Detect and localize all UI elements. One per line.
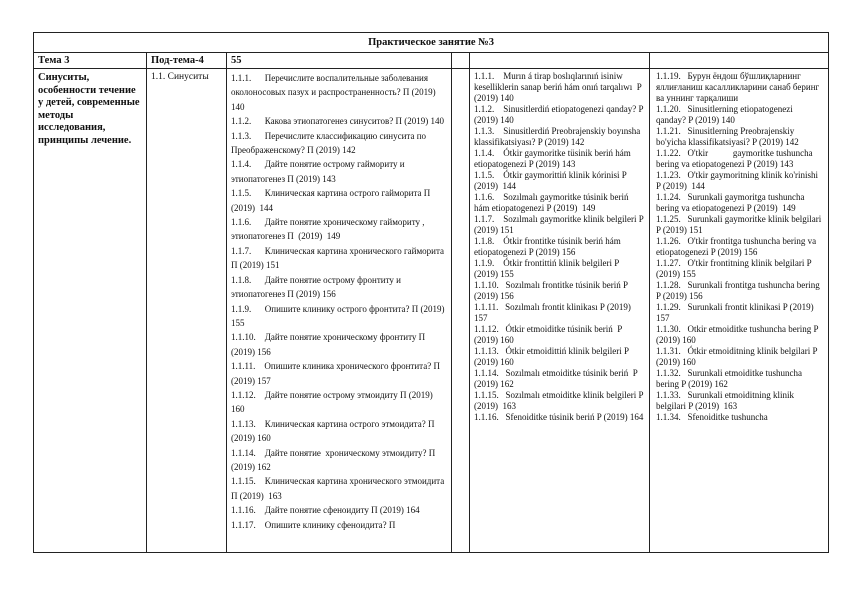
question-item: 1.1.12. Дайте понятие острому этмоидиту П (2019) 160	[231, 389, 435, 415]
question-item: 1.1.19. Бурун ёндош бўшлиқларнинг яллиғланиш касалликларини санаб беринг ва уннинг тарқалиши	[656, 71, 822, 103]
question-item: 1.1.10. Дайте понятие хроническому фронтиту П (2019) 156	[231, 332, 428, 357]
question-item: 1.1.1. Murın á tirap boslıqlarınıń isiniw keselliklerin sanap beriń hám onıń tarqalıwı P (2019) 140	[474, 71, 644, 103]
question-item: 1.1.23. O'tkir gaymoritning klinik ko'rinishi P (2019) 144	[656, 170, 821, 191]
question-item: 1.1.30. Otkir etmoiditke tushuncha bering P (2019) 160	[656, 324, 821, 345]
question-item: 1.1.2. Какова этиопатогенез синуситов? П (2019) 140	[231, 116, 444, 127]
subtopic-header: Под-тема-4	[147, 53, 227, 69]
question-item: 1.1.13. Клиническая картина острого этмоидита? П (2019) 160	[231, 418, 437, 444]
question-item: 1.1.1. Перечислите воспалительные заболевания околоносовых пазух и распространенность? П (2019) 140	[231, 73, 438, 112]
question-item: 1.1.13. Ótkir etmoidittiń klinik belgileri P (2019) 160	[474, 346, 631, 367]
question-item: 1.1.6. Дайте понятие хроническому гаймориту , этиопатогенез П (2019) 149	[231, 217, 427, 242]
question-item: 1.1.10. Sozılmalı frontitke túsinik beriń P (2019) 156	[474, 280, 630, 301]
question-item: 1.1.16. Дайте понятие сфеноидиту П (2019) 164	[231, 505, 420, 516]
empty-header-cell	[452, 53, 470, 69]
lesson-plan-table	[33, 32, 829, 553]
topic-text: Синуситы, особенности течение у детей, современные методы исследования, принципы лечение.	[38, 72, 140, 146]
questions-uzbek-cell	[650, 69, 829, 553]
question-item: 1.1.5. Клиническая картина острого гайморита П (2019) 144	[231, 188, 433, 213]
question-item: 1.1.3. Перечислите классификацию синусита по Преображенскому? П (2019) 142	[231, 130, 429, 156]
question-item: 1.1.3. Sinusitlerdiń Preobrajenskiy boyınsha klassifikatsiyası? P (2019) 142	[474, 126, 643, 147]
question-item: 1.1.14. Дайте понятие хроническому этмоидиту? П (2019) 162	[231, 447, 438, 472]
question-item: 1.1.26. O'tkir frontitga tushuncha bering va etiopatogenezi P (2019) 156	[656, 236, 819, 257]
question-item: 1.1.12. Ótkir etmoiditke túsinik beriń P (2019) 160	[474, 324, 625, 345]
question-item: 1.1.2. Sinusitlerdiń etiopatogenezi qanday? P (2019) 140	[474, 104, 646, 125]
question-item: 1.1.9. Опишите клинику острого фронтита? П (2019) 155	[231, 303, 447, 328]
question-item: 1.1.29. Surunkali frontit klinikasi P (2019) 157	[656, 302, 816, 323]
question-item: 1.1.11. Опишите клиника хронического фронтита? П (2019) 157	[231, 361, 443, 386]
empty-header-cell	[650, 53, 829, 69]
spacer-cell	[452, 69, 470, 553]
lesson-plan-page	[33, 32, 828, 566]
question-item: 1.1.28. Surunkali frontitga tushuncha bering P (2019) 156	[656, 280, 822, 301]
question-item: 1.1.4. Дайте понятие острому гаймориту и этиопатогенез П (2019) 143	[231, 159, 407, 184]
question-item: 1.1.31. Ótkir etmoiditning klinik belgilari P (2019) 160	[656, 346, 820, 367]
question-item: 1.1.15. Sozılmalı etmoiditke klinik belgileri P (2019) 163	[474, 390, 646, 411]
subtopic-cell	[147, 69, 227, 553]
question-item: 1.1.6. Sozılmalı gaymoritke túsinik beriń hám etiopatogenezi P (2019) 149	[474, 192, 631, 213]
question-item: 1.1.24. Surunkali gaymoritga tushuncha bering va etiopatogenezi P (2019) 149	[656, 192, 807, 213]
question-item: 1.1.32. Surunkali etmoiditke tushuncha bering P (2019) 162	[656, 368, 805, 389]
page-title: Практическое занятие №3	[34, 33, 829, 53]
hours-header: 55	[227, 53, 452, 69]
empty-header-cell	[470, 53, 650, 69]
question-item: 1.1.5. Ótkir gaymorittiń klinik kórinisi P (2019) 144	[474, 170, 629, 191]
subtopic-text: 1.1. Синуситы	[151, 72, 209, 82]
question-item: 1.1.8. Дайте понятие острому фронтиту и этиопатогенез П (2019) 156	[231, 274, 404, 300]
question-item: 1.1.9. Ótkir frontittiń klinik belgileri P (2019) 155	[474, 258, 622, 279]
question-item: 1.1.8. Ótkir frontitke túsinik beriń hám etiopatogenezi P (2019) 156	[474, 236, 623, 257]
question-item: 1.1.16. Sfenoiditke túsinik beriń P (2019) 164	[474, 412, 644, 422]
question-item: 1.1.33. Surunkali etmoiditning klinik belgilari P (2019) 163	[656, 390, 797, 411]
question-item: 1.1.34. Sfenoiditke tushuncha	[656, 412, 768, 422]
question-item: 1.1.7. Клиническая картина хронического гайморита П (2019) 151	[231, 245, 447, 271]
question-item: 1.1.4. Ótkir gaymoritke tüsinik beriń hám etiopatogenezi P (2019) 143	[474, 148, 633, 169]
question-item: 1.1.14. Sozılmalı etmoiditke túsinik beriń P (2019) 162	[474, 368, 640, 389]
question-item: 1.1.22. O'tkir gaymoritke tushuncha bering va etiopatogenezi P (2019) 143	[656, 148, 815, 169]
question-item: 1.1.20. Sinusitlerning etiopatogenezi qanday? P (2019) 140	[656, 104, 795, 125]
questions-russian-cell	[227, 69, 452, 553]
question-item: 1.1.7. Sozılmalı gaymoritke klinik belgileri P (2019) 151	[474, 214, 646, 235]
topic-header: Тема 3	[34, 53, 147, 69]
question-item: 1.1.21. Sinusitlerning Preobrajenskiy bo'yicha klassifikatsiyasi? P (2019) 142	[656, 126, 799, 147]
question-item: 1.1.11. Sozılmalı frontit klinikası P (2019) 157	[474, 302, 634, 323]
questions-karakalpak-cell	[470, 69, 650, 553]
question-item: 1.1.25. Surunkali gaymoritke klinik belgilari P (2019) 151	[656, 214, 824, 235]
question-item: 1.1.27. O'tkir frontitning klinik belgilari P (2019) 155	[656, 258, 814, 279]
topic-cell	[34, 69, 147, 553]
question-item: 1.1.15. Клиническая картина хронического этмоидита П (2019) 163	[231, 476, 447, 501]
question-item: 1.1.17. Опишите клинику сфеноидита? П	[231, 519, 396, 530]
